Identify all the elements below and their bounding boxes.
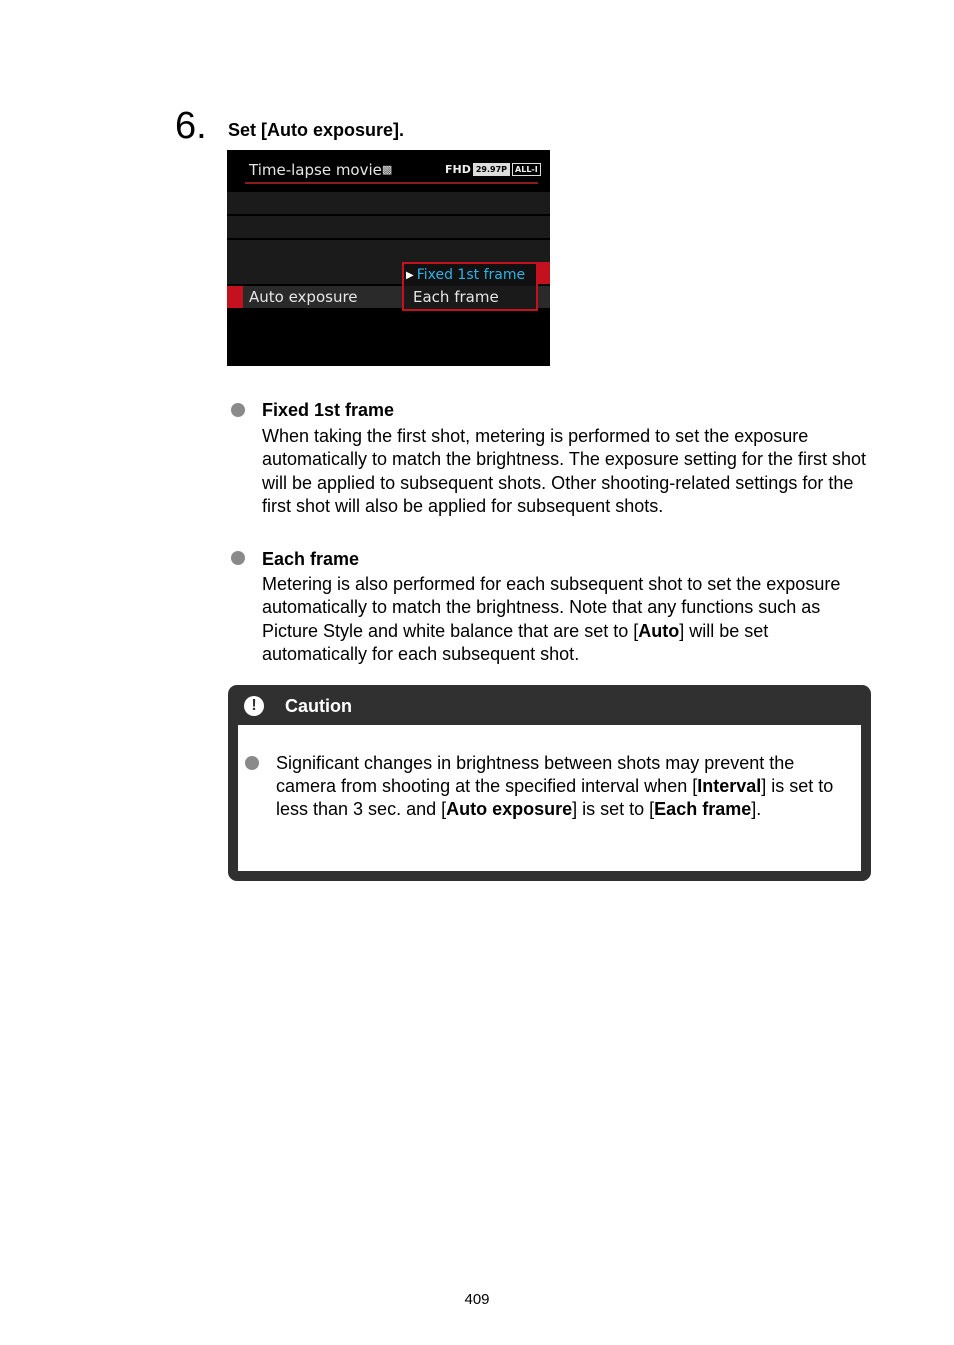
option-label: Fixed 1st frame (416, 267, 526, 283)
title-divider (245, 182, 538, 184)
menu-row-empty (227, 192, 550, 214)
text-segment: Significant changes in brightness between shots may prevent the camera from shooting at the specified interval when [ (276, 753, 795, 796)
text-segment: ] will be set automatically for each subsequent shot. (262, 620, 769, 664)
option-fixed-1st-frame[interactable] (404, 264, 536, 286)
option-popup (402, 262, 538, 311)
menu-row-empty (227, 216, 550, 238)
bullet-text-fixed-1st-frame: When taking the first shot, metering is performed to set the exposure automatically to match the brightness. The exposure setting for the first shot will be applied to subsequent shots. Other shooting-related settings for the first shot will also be applied for subsequent shots. (262, 426, 866, 516)
caution-body (238, 725, 861, 871)
bullet-icon (231, 403, 245, 417)
bold-term: Each frame (654, 799, 752, 819)
bold-term: Interval (697, 776, 762, 796)
frame-rate-badge: 29.97P (473, 163, 510, 176)
movie-format-badges (445, 163, 541, 176)
screen-title (249, 161, 392, 179)
bullet-icon (231, 551, 245, 565)
bullet-heading-fixed-1st-frame: Fixed 1st frame (262, 400, 395, 420)
bold-term: Auto (638, 620, 680, 641)
bullet-icon (245, 756, 259, 770)
caution-title: Caution (285, 696, 352, 716)
caution-exclamation-icon: ! (244, 696, 264, 716)
codec-badge: ALL-I (512, 163, 541, 176)
fhd-badge: FHD (445, 163, 471, 176)
text-segment: ]. (751, 799, 762, 819)
step-title: Set [Auto exposure]. (228, 120, 405, 140)
caution-text (276, 752, 846, 821)
text-segment: ] is set to [ (572, 799, 655, 819)
selected-triangle-icon: ▶ (406, 270, 414, 281)
option-each-frame[interactable]: Each frame (413, 288, 499, 306)
bold-term: Auto exposure (446, 799, 573, 819)
bullet-heading-each-frame: Each frame (262, 549, 360, 569)
camera-menu-screenshot (227, 150, 550, 366)
camera-timelapse-icon: ▩ (381, 163, 393, 176)
popup-edge (536, 262, 550, 284)
menu-row-empty (227, 240, 550, 262)
step-number: 6. (175, 105, 207, 147)
page-number: 409 (464, 1291, 490, 1308)
text-segment: Metering is also performed for each subsequent shot to set the exposure automatically to match the brightness. Note that any functions such as Picture Style and white balance that are set to [ (262, 574, 841, 641)
text-segment: ] is set to less than 3 sec. and [ (276, 776, 834, 819)
caution-box (228, 685, 871, 881)
menu-item-label: Auto exposure (249, 288, 358, 306)
bullet-text-each-frame (262, 573, 872, 666)
selection-indicator (227, 286, 243, 308)
screen-title-text: Time-lapse movie (249, 161, 382, 179)
